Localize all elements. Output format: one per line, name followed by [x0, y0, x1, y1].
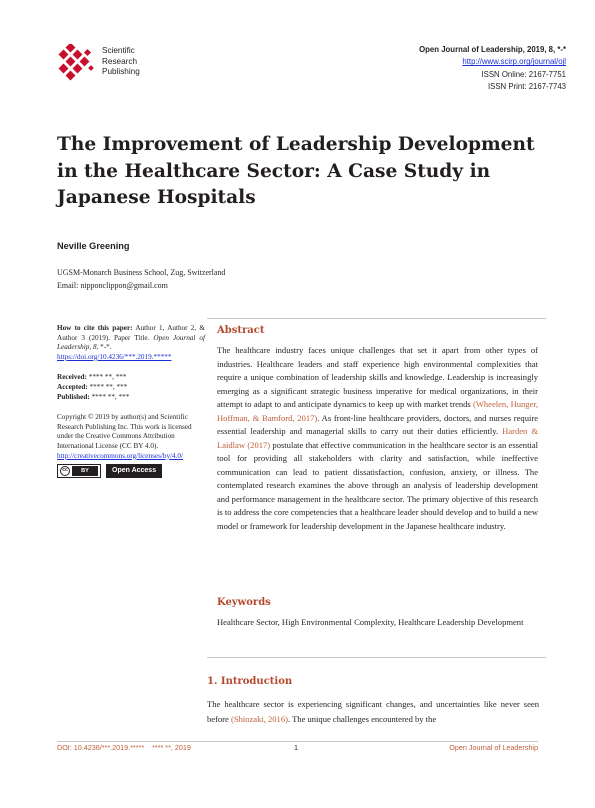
citation-wheelen[interactable]: (Wheelen, Hunger, Hoffman, & Bamford, 2017) — [217, 399, 539, 423]
citation-journal: Open Journal of Leadership, 8, — [57, 333, 205, 352]
journal-info — [419, 44, 566, 94]
license-link[interactable]: http://creativecommons.org/licenses/by/4.0/ — [57, 451, 184, 460]
citation-block — [57, 324, 205, 362]
footer-journal-name: Open Journal of Leadership — [449, 743, 538, 752]
keywords-heading: Keywords — [217, 597, 271, 608]
citation-harden[interactable]: Harden & Laidlaw (2017) — [217, 426, 539, 450]
footer-date: **** **, 2019 — [152, 743, 191, 752]
citation-pages: *-*. — [98, 343, 112, 352]
license-badges — [57, 464, 205, 478]
abstract-text — [217, 344, 538, 533]
introduction-text — [207, 697, 539, 727]
abstract-heading: Abstract — [217, 325, 265, 336]
author-affiliation-block — [57, 266, 225, 292]
by-icon: BY — [72, 466, 98, 476]
introduction-text-part2: . The unique challenges encountered by the — [287, 714, 437, 724]
article-title: The Improvement of Leadership Development in the Healthcare Sector: A Case Study in Japanese Hospitals — [57, 134, 535, 209]
accepted-label: Accepted: — [57, 382, 88, 391]
journal-citation — [419, 44, 566, 56]
journal-name: Open Journal of Leadership — [419, 45, 523, 54]
issn-online: ISSN Online: 2167-7751 — [481, 69, 566, 79]
journal-issue: , 2019, 8, *-* — [522, 45, 566, 54]
publisher-name-line3: Publishing — [102, 67, 140, 77]
abstract-text-part1: The healthcare industry faces unique challenges that set it apart from other types of industries. Healthcare leaders and staff experience high environmental complexities that require a unique combination of leadership skills and knowledge. Leadership is increasingly emerging as a significant strategic business imperative for medical organizations, in their attempt to adapt to and anticipate dynamics to keep up with market trends — [217, 345, 538, 409]
footer-doi-date — [57, 743, 191, 752]
cc-icon: cc — [60, 466, 70, 476]
published-value: **** **, *** — [89, 392, 130, 401]
journal-url-link[interactable]: http://www.scirp.org/journal/ojl — [462, 57, 566, 67]
introduction-text-part1: The healthcare sector is experiencing significant changes, and uncertainties like never seen before — [207, 699, 539, 724]
copyright-notice: Copyright © 2019 by author(s) and Scientific Research Publishing Inc. This work is licensed under the Creative Commons Attribution International License (CC BY 4.0). — [57, 413, 192, 450]
abstract-text-part3: postulate that effective communication in the healthcare sector is an essential tool for providing all stakeholders with clarity and satisfaction, while ineffective communication can lead to patient dissatisfaction, confusion, anxiety, or illness. The contemplated research examines the above through an analysis of leadership development and performance management in the healthcare sector. The primary objective of this research is to address the core competencies that a healthcare leader should develop and to build a new model or framework for leadership development in the Japanese healthcare industry. — [217, 439, 538, 531]
received-date — [57, 373, 205, 383]
cc-by-badge[interactable] — [57, 464, 101, 478]
accepted-date — [57, 383, 205, 393]
page-number: 1 — [294, 743, 298, 752]
citation-shiozaki[interactable]: (Shiozaki, 2016) — [230, 714, 288, 724]
citation-label: How to cite this paper: — [57, 324, 133, 332]
publisher-name-line2: Research — [102, 56, 138, 66]
open-access-badge[interactable]: Open Access — [106, 464, 162, 478]
issn-print: ISSN Print: 2167-7743 — [487, 82, 566, 92]
author-email: Email: nipponclippon@gmail.com — [57, 281, 168, 290]
article-sidebar — [57, 324, 205, 478]
published-date — [57, 393, 205, 403]
footer-divider — [57, 741, 538, 742]
received-value: **** **, *** — [86, 373, 127, 382]
accepted-value: **** **, *** — [87, 382, 128, 391]
received-label: Received: — [57, 373, 87, 382]
citation-text: Author 1, Author 2, & Author 3 (2019). Paper Title. — [57, 324, 205, 342]
abstract-top-divider — [207, 318, 546, 319]
keywords-text: Healthcare Sector, High Environmental Complexity, Healthcare Leadership Development — [217, 617, 524, 627]
author-affiliation: UGSM-Monarch Business School, Zug, Switzerland — [57, 268, 226, 277]
author-name: Neville Greening — [57, 241, 130, 251]
publisher-name — [102, 46, 140, 78]
introduction-heading: 1. Introduction — [207, 676, 293, 687]
citation-doi-link[interactable]: https://doi.org/10.4236/***.2019.***** — [57, 352, 172, 361]
abstract-text-part2: . As front-line healthcare providers, doctors, and nurses require essential leadership and managerial skills to carry out their duties efficiently. — [217, 412, 538, 436]
abstract-bottom-divider — [207, 657, 546, 658]
footer-doi: DOI: 10.4236/***.2019.***** — [57, 743, 145, 752]
published-label: Published: — [57, 392, 90, 401]
publisher-name-line1: Scientific — [102, 46, 135, 55]
